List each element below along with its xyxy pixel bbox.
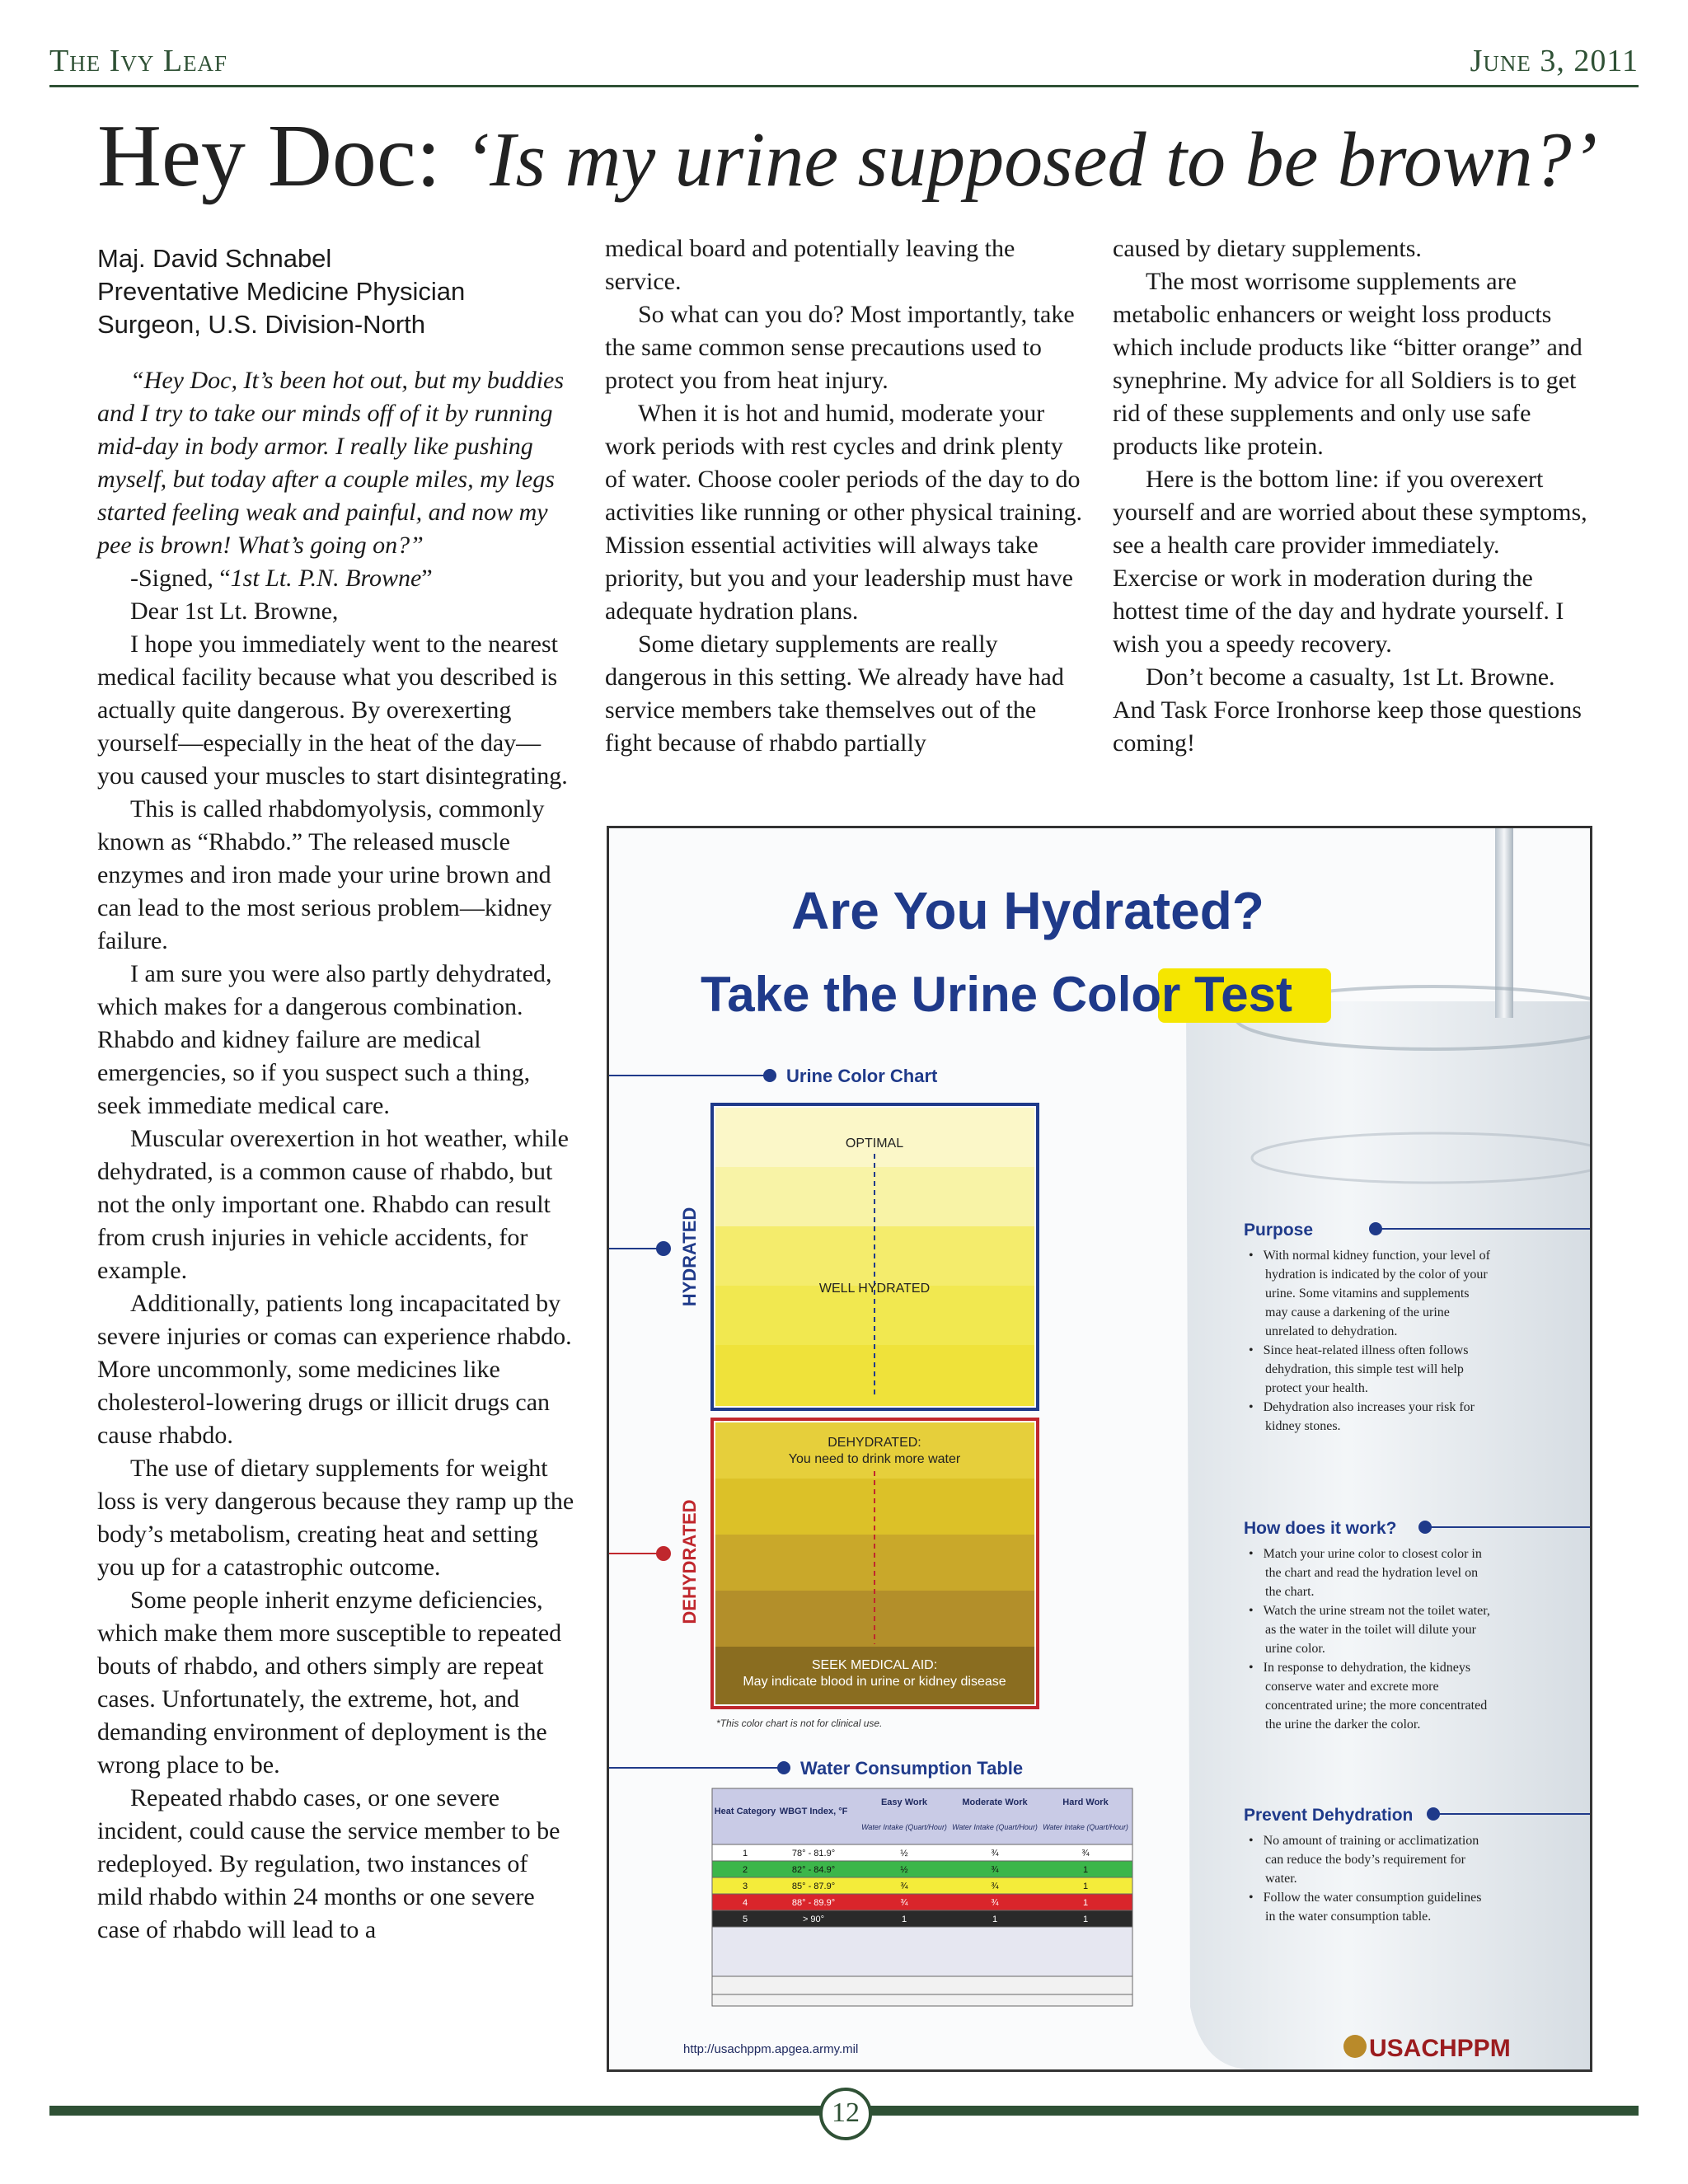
table-cell: 1 (992, 1915, 998, 1924)
table-cell: ¾ (991, 1898, 999, 1908)
how-bullet: • Match your urine color to closest color in the chart and read the hydration level on the chart. (1249, 1547, 1482, 1599)
poster-url: http://usachppm.apgea.army.mil (683, 2042, 859, 2056)
dehydrated-text-2: You need to drink more water (788, 1452, 961, 1466)
poster-logo: USACHPPM (1369, 2035, 1511, 2062)
table-cell: 2 (742, 1865, 748, 1875)
how-bullet: • Watch the urine stream not the toilet water, as the water in the toilet will dilute your urine color. (1249, 1604, 1490, 1656)
publication-name: The Ivy Leaf (49, 44, 228, 78)
table-cell: 1 (1082, 1865, 1089, 1875)
table-cell: 1 (901, 1915, 907, 1924)
svg-text:Water Intake (Quart/Hour): Water Intake (Quart/Hour) (1043, 1823, 1128, 1831)
svg-text:Easy Work: Easy Work (880, 1797, 928, 1807)
hydration-poster (607, 826, 1592, 2072)
article-title (97, 105, 1647, 208)
table-cell: 1 (1082, 1882, 1089, 1891)
how-title: How does it work? (1244, 1519, 1397, 1538)
svg-text:Hard Work: Hard Work (1062, 1797, 1109, 1807)
paragraph: I hope you immediately went to the nearest medical facility because what you described is actually quite dangerous. By overexerting yourself—especially in the heat of the day—you caused your muscles to start disintegrating. (97, 630, 568, 790)
usachppm-seal-icon (1343, 2035, 1367, 2058)
water-table-title: Water Consumption Table (800, 1758, 1024, 1779)
column-1 (97, 242, 575, 1947)
issue-date: June 3, 2011 (1470, 44, 1639, 78)
table-row (712, 1877, 1132, 1894)
urine-chart-title: Urine Color Chart (786, 1066, 938, 1086)
table-row (712, 1861, 1132, 1877)
column-3 (1113, 232, 1591, 760)
paragraph: Don’t become a casualty, 1st Lt. Browne. And Task Force Ironhorse keep those questions coming! (1113, 663, 1582, 757)
table-cell: ½ (900, 1865, 908, 1875)
table-cell: 85° - 87.9° (791, 1882, 836, 1891)
svg-text:WBGT Index, °F: WBGT Index, °F (779, 1807, 848, 1816)
svg-text:Water Intake (Quart/Hour): Water Intake (Quart/Hour) (861, 1823, 947, 1831)
poster-headline: Are You Hydrated? (791, 881, 1264, 940)
purpose-title: Purpose (1244, 1221, 1314, 1240)
column-2 (605, 232, 1083, 760)
hydrated-label: HYDRATED (679, 1207, 700, 1307)
table-cell: ½ (900, 1849, 908, 1858)
table-cell: 1 (742, 1849, 748, 1858)
purpose-bullet: • With normal kidney function, your level of hydration is indicated by the color of your urine. Some vitamins and supplements may cause a darkening of the urine unrelated to dehydration. (1249, 1249, 1490, 1338)
salutation: Dear 1st Lt. Browne, (130, 598, 339, 625)
table-cell: ¾ (991, 1849, 999, 1858)
paragraph: This is called rhabdomyolysis, commonly known as “Rhabdo.” The released muscle enzymes and iron made your urine brown and can lead to the most serious problem—kidney failure. (97, 795, 552, 954)
signed-line: -Signed, “1st Lt. P.N. Browne” (130, 565, 433, 592)
table-cell: ¾ (991, 1865, 999, 1875)
table-cell: ¾ (900, 1882, 908, 1891)
paragraph: Muscular overexertion in hot weather, while dehydrated, is a common cause of rhabdo, but not the only important one. Rhabdo can result from crush injuries in vehicle accidents, for example. (97, 1125, 569, 1284)
table-cell: ¾ (991, 1882, 999, 1891)
table-cell: 1 (1082, 1915, 1089, 1924)
table-cell: ¾ (1081, 1849, 1090, 1858)
title-main: Hey Doc: (97, 107, 441, 205)
purpose-bullet: • Dehydration also increases your risk for kidney stones. (1249, 1400, 1475, 1433)
table-row (712, 1910, 1132, 1927)
seek-aid-text-2: May indicate blood in urine or kidney disease (743, 1675, 1006, 1689)
well-hydrated-label: WELL HYDRATED (818, 1282, 931, 1296)
chart-disclaimer: *This color chart is not for clinical use. (716, 1718, 883, 1729)
how-bullet: • In response to dehydration, the kidneys conserve water and excrete more concentrated urine; the more concentrated the urine the darker the color. (1249, 1661, 1488, 1732)
byline (97, 242, 575, 341)
paragraph: Here is the bottom line: if you overexert yourself and are worried about these symptoms, see a health care provider immediately. Exercise or work in moderation during the hottest time of the day and hydrate yourself. I wish you a speedy recovery. (1113, 466, 1587, 658)
dehydrated-text-1: DEHYDRATED: (828, 1436, 921, 1450)
table-cell: 1 (1082, 1898, 1089, 1908)
water-consumption-table (712, 1788, 1132, 2006)
svg-text:Heat Category: Heat Category (714, 1807, 776, 1816)
page-header (49, 43, 1639, 84)
dehydrated-label: DEHYDRATED (679, 1499, 700, 1624)
author-name: Maj. David Schnabel (97, 244, 332, 273)
table-cell: 82° - 84.9° (791, 1865, 836, 1875)
page-number: 12 (819, 2088, 872, 2140)
paragraph-continued: medical board and potentially leaving the service. (605, 235, 1015, 295)
table-cell: ¾ (900, 1898, 908, 1908)
table-cell: > 90° (802, 1915, 825, 1924)
table-cell: 5 (742, 1915, 748, 1924)
svg-text:Moderate Work: Moderate Work (962, 1797, 1028, 1807)
paragraph: Additionally, patients long incapacitated by severe injuries or comas can experience rhabdo. More uncommonly, some medicines like cholesterol-lowering drugs or illicit drugs can cause rhabdo. (97, 1290, 572, 1449)
paragraph: So what can you do? Most importantly, take the same common sense precautions used to protect you from heat injury. (605, 301, 1075, 394)
author-unit: Surgeon, U.S. Division-North (97, 310, 425, 339)
prevent-title: Prevent Dehydration (1244, 1806, 1414, 1825)
paragraph: When it is hot and humid, moderate your work periods with rest cycles and drink plenty of water. Choose cooler periods of the day to do activities like running or other physical training. Mission essential activities will always take priority, but you and your leadership must have adequate hydration plans. (605, 400, 1083, 625)
prevent-bullet: • Follow the water consumption guidelines in the water consumption table. (1249, 1891, 1482, 1924)
seek-aid-text-1: SEEK MEDICAL AID: (811, 1658, 938, 1672)
author-title: Preventative Medicine Physician (97, 277, 466, 306)
prevent-bullet: • No amount of training or acclimatization can reduce the body’s requirement for water. (1249, 1834, 1479, 1886)
paragraph: Some dietary supplements are really dangerous in this setting. We already have had service members take themselves out of the fight because of rhabdo partially (605, 630, 1064, 757)
table-cell: 3 (742, 1882, 748, 1891)
title-question: ‘Is my urine supposed to be brown?’ (463, 117, 1597, 203)
poster-subheadline: Take the Urine Color Test (701, 967, 1292, 1022)
reader-letter: “Hey Doc, It’s been hot out, but my buddies and I try to take our minds off of it by running mid-day in body armor. I really like pushing myself, but today after a couple miles, my legs started feeling weak and painful, and now my pee is brown! What’s going on?” (97, 367, 565, 559)
paragraph: Some people inherit enzyme deficiencies, which make them more susceptible to repeated bouts of rhabdo, and others simply are repeat cases. Unfortunately, the extreme, hot, and demanding environment of deployment is the wrong place to be. (97, 1586, 562, 1779)
svg-text:Water Intake (Quart/Hour): Water Intake (Quart/Hour) (952, 1823, 1038, 1831)
table-row (712, 1844, 1132, 1861)
header-rule (49, 85, 1639, 87)
table-row (712, 1894, 1132, 1910)
poster-graphic (609, 828, 1590, 2069)
paragraph: I am sure you were also partly dehydrated, which makes for a dangerous combination. Rhabdo and kidney failure are medical emergencies, so if you suspect such a thing, seek immediate medical care. (97, 960, 552, 1119)
table-cell: 88° - 89.9° (791, 1898, 836, 1908)
paragraph: The use of dietary supplements for weight loss is very dangerous because they ramp up the body’s metabolism, creating heat and setting you up for a catastrophic outcome. (97, 1455, 574, 1581)
table-cell: 4 (742, 1898, 748, 1908)
purpose-bullet: • Since heat-related illness often follows dehydration, this simple test will help protect your health. (1249, 1343, 1469, 1395)
optimal-label: OPTIMAL (845, 1137, 904, 1151)
paragraph: The most worrisome supplements are metabolic enhancers or weight loss products which include products like “bitter orange” and synephrine. My advice for all Soldiers is to get rid of these supplements and only use safe products like protein. (1113, 268, 1582, 460)
table-cell: 78° - 81.9° (791, 1849, 836, 1858)
paragraph-continued: caused by dietary supplements. (1113, 235, 1422, 262)
paragraph: Repeated rhabdo cases, or one severe incident, could cause the service member to be redeployed. By regulation, two instances of mild rhabdo within 24 months or one severe case of rhabdo will lead to a (97, 1784, 560, 1943)
